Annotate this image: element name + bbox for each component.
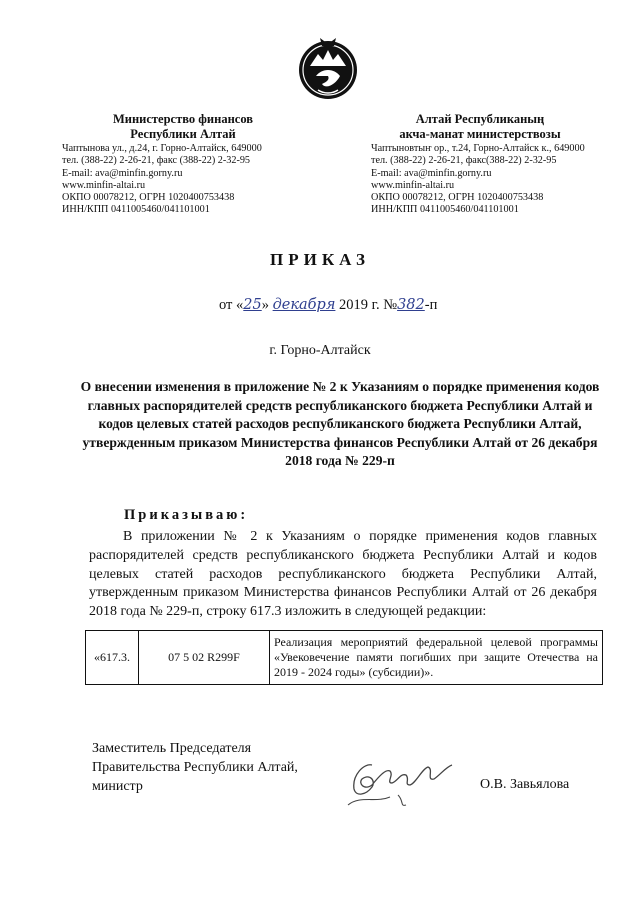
org-name-ru xyxy=(58,112,308,142)
order-body: В приложении № 2 к Указаниям о порядке применения кодов главных распорядителей средств республиканского бюджета Республики Алтай и кодов целевых статей расходов республиканского бюджета Республики Алтай, утвержденным приказом Министерства финансов Республики Алтай от 26 декабря 2018 года № 229-п, строку 617.3 изложить в следующей редакции: xyxy=(89,529,597,620)
code-description: Реализация мероприятий федеральной целевой программы «Увековечение памяти погибших при защите Отечества на 2019 - 2024 годы» (субсидии)». xyxy=(270,631,603,685)
org-contacts-alt xyxy=(371,143,585,217)
address: Чаптынова ул., д.24, г. Горно-Алтайск, 649000 xyxy=(62,143,262,154)
date-sep: » xyxy=(261,297,273,313)
website: www.minfin-altai.ru xyxy=(371,179,455,191)
document-number: 382 xyxy=(397,297,425,313)
date-prefix: от « xyxy=(219,297,244,313)
org-name-line2: Республики Алтай xyxy=(130,127,236,141)
phone: тел. (388-22) 2-26-21, факс (388-22) 2-32-95 xyxy=(62,155,251,167)
signatory-position xyxy=(92,739,298,796)
date-day: 25 xyxy=(243,297,262,313)
org-name-line2: акча-манат министерствозы xyxy=(399,127,561,141)
org-name-line1: Министерство финансов xyxy=(112,112,254,126)
position-line3: министр xyxy=(92,779,143,794)
date-month: декабря xyxy=(272,297,336,313)
position-line1: Заместитель Председателя xyxy=(92,741,252,756)
signatory-name: О.В. Завьялова xyxy=(480,777,570,792)
number-suffix: -п xyxy=(424,297,438,313)
email: E-mail: ava@minfin.gorny.ru xyxy=(371,167,492,179)
handwritten-signature-icon xyxy=(342,745,464,815)
document-subject: О внесении изменения в приложение № 2 к Указаниям о порядке применения кодов главных распорядителей средств республиканского бюджета Республики Алтай и кодов целевых статей расходов республиканского бюджета Республики Алтай, утвержденным приказом Министерства финансов Республики Алтай от 26 декабря 2018 года № 229-п xyxy=(80,379,600,469)
date-year: 2019 г. № xyxy=(335,297,398,313)
phone: тел. (388-22) 2-26-21, факс(388-22) 2-32-95 xyxy=(371,155,557,167)
city: г. Горно-Алтайск xyxy=(269,343,371,358)
org-name-line1: Алтай Республиканың xyxy=(415,112,545,126)
email: E-mail: ava@minfin.gorny.ru xyxy=(62,167,183,179)
altai-emblem-icon xyxy=(296,32,360,106)
org-name-alt xyxy=(355,112,605,142)
order-word: Приказываю: xyxy=(124,507,249,523)
target-code: 07 5 02 R299F xyxy=(139,631,270,685)
inn: ИНН/КПП 0411005460/041101001 xyxy=(62,204,210,216)
website: www.minfin-altai.ru xyxy=(62,179,146,191)
row-number: «617.3. xyxy=(86,631,139,685)
position-line2: Правительства Республики Алтай, xyxy=(92,760,298,775)
okpo: ОКПО 00078212, ОГРН 1020400753438 xyxy=(62,192,235,204)
okpo: ОКПО 00078212, ОГРН 1020400753438 xyxy=(371,192,544,204)
org-contacts-ru xyxy=(62,143,262,217)
address: Чаптыновтыҥ ор., т.24, Горно-Алтайск к., 649000 xyxy=(371,143,585,154)
code-table xyxy=(85,630,603,685)
document-title: ПРИКАЗ xyxy=(270,250,370,269)
document-date-line xyxy=(219,297,437,314)
inn: ИНН/КПП 0411005460/041101001 xyxy=(371,204,519,216)
table-row xyxy=(86,631,603,685)
